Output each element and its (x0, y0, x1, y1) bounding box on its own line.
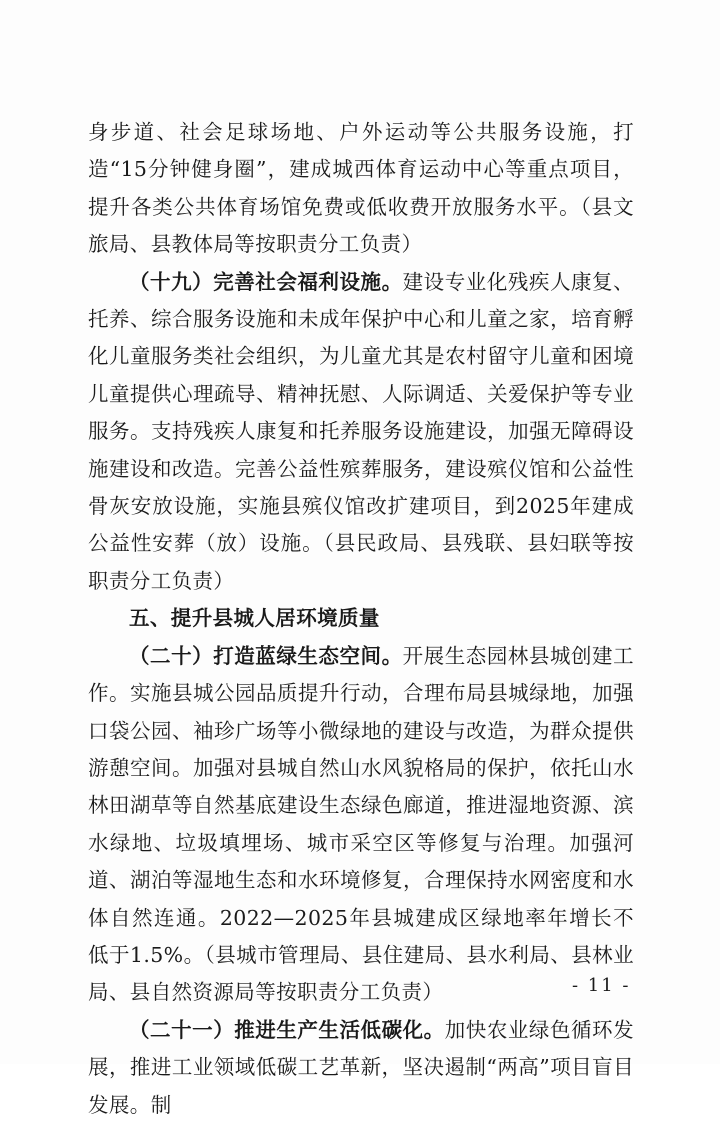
paragraph-sports-facilities (88, 114, 634, 264)
paragraph-text: 加快农业绿色循环发展，推进工业领域低碳工艺革新，坚决遏制“两高”项目盲目发展。制 (88, 1017, 634, 1117)
paragraph-social-welfare (88, 264, 634, 601)
paragraph-lead: （二十）打造蓝绿生态空间。 (129, 643, 403, 668)
document-body (88, 114, 634, 1124)
paragraph-green-space (88, 638, 634, 1012)
page-number: - 11 - (572, 975, 631, 996)
paragraph-text: 建设专业化残疾人康复、托养、综合服务设施和未成年保护中心和儿童之家，培育孵化儿童服务类社会组织，为儿童尤其是农村留守儿童和困境儿童提供心理疏导、精神抚慰、人际调适、关爱保护等专业服务。支持残疾人康复和托养服务设施建设，加强无障碍设施建设和改造。完善公益性殡葬服务，建设殡仪馆和公益性骨灰安放设施，实施县殡仪馆改扩建项目，到2025年建成公益性安葬（放）设施。（县民政局、县残联、县妇联等按职责分工负责） (88, 269, 634, 593)
paragraph-low-carbon (88, 1012, 634, 1124)
paragraph-text: 开展生态园林县城创建工作。实施县城公园品质提升行动，合理布局县城绿地，加强口袋公园、袖珍广场等小微绿地的建设与改造，为群众提供游憩空间。加强对县城自然山水风貌格局的保护，依托山水林田湖草等自然基底建设生态绿色廊道，推进湿地资源、滨水绿地、垃圾填埋场、城市采空区等修复与治理。加强河道、湖泊等湿地生态和水环境修复，合理保持水网密度和水体自然连通。2022—2025年县城建成区绿地率年增长不低于1.5%。（县城市管理局、县住建局、县水利局、县林业局、县自然资源局等按职责分工负责） (88, 643, 634, 1005)
section-heading: 五、提升县城人居环境质量 (129, 606, 380, 631)
paragraph-text: 身步道、社会足球场地、户外运动等公共服务设施，打造“15分钟健身圈”，建成城西体育运动中心等重点项目，提升各类公共体育场馆免费或低收费开放服务水平。（县文旅局、县教体局等按职责分工负责） (88, 120, 634, 257)
paragraph-lead: （二十一）推进生产生活低碳化。 (129, 1017, 445, 1042)
paragraph-lead: （十九）完善社会福利设施。 (129, 269, 403, 294)
